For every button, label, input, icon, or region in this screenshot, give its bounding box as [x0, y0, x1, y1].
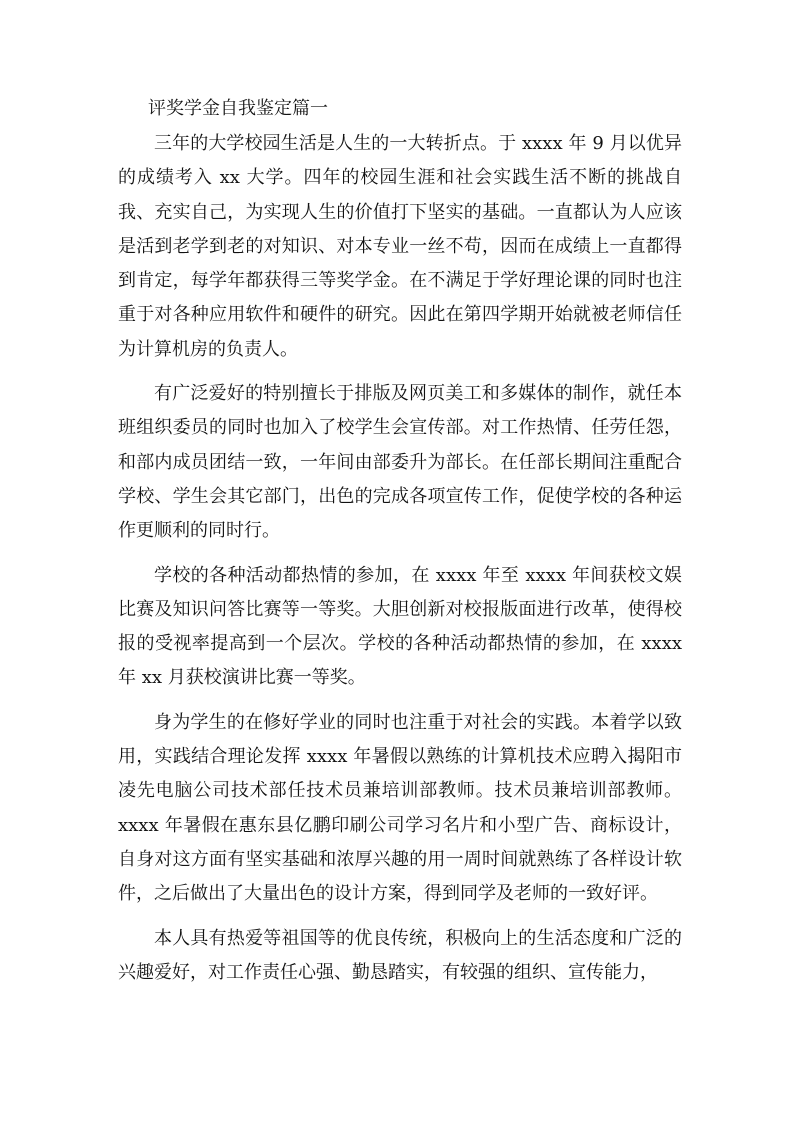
- paragraph-2: 有广泛爱好的特别擅长于排版及网页美工和多媒体的制作，就任本班组织委员的同时也加入了校学生会宣传部。对工作热情、任劳任怨，和部内成员团结一致，一年间由部委升为部长。在任部长期间注重配合学校、学生会其它部门，出色的完成各项宣传工作，促使学校的各种运作更顺利的同时行。: [118, 383, 682, 542]
- paragraph-1: 三年的大学校园生活是人生的一大转折点。于 xxxx 年 9 月以优异的成绩考入 xx 大学。四年的校园生涯和社会实践生活不断的挑战自我、充实自己，为实现人生的价值打下坚实的基础。一直都认为人应该是活到老学到老的对知识、对本专业一丝不苟，因而在成绩上一直都得到肯定，每学年都获得三等奖学金。在不满足于学好理论课的同时也注重于对各种应用软件和硬件的研究。因此在第四学期开始就被老师信任为计算机房的负责人。: [118, 133, 682, 360]
- document-body: [118, 92, 682, 990]
- paragraph-5: 本人具有热爱等祖国等的优良传统，积极向上的生活态度和广泛的兴趣爱好，对工作责任心强、勤恳踏实，有较强的组织、宣传能力，: [118, 927, 682, 983]
- paragraph-3: 学校的各种活动都热情的参加，在 xxxx 年至 xxxx 年间获校文娱比赛及知识问答比赛等一等奖。大胆创新对校报版面进行改革，使得校报的受视率提高到一个层次。学校的各种活动都热情的参加，在 xxxx 年 xx 月获校演讲比赛一等奖。: [118, 564, 682, 689]
- document-title: 评奖学金自我鉴定篇一: [148, 98, 328, 119]
- paragraph-4: 身为学生的在修好学业的同时也注重于对社会的实践。本着学以致用，实践结合理论发挥 xxxx 年暑假以熟练的计算机技术应聘入揭阳市凌先电脑公司技术部任技术员兼培训部教师。技术员兼培训部教师。xxxx 年暑假在惠东县亿鹏印刷公司学习名片和小型广告、商标设计，自身对这方面有坚实基础和浓厚兴趣的用一周时间就熟练了各样设计软件，之后做出了大量出色的设计方案，得到同学及老师的一致好评。: [118, 711, 682, 905]
